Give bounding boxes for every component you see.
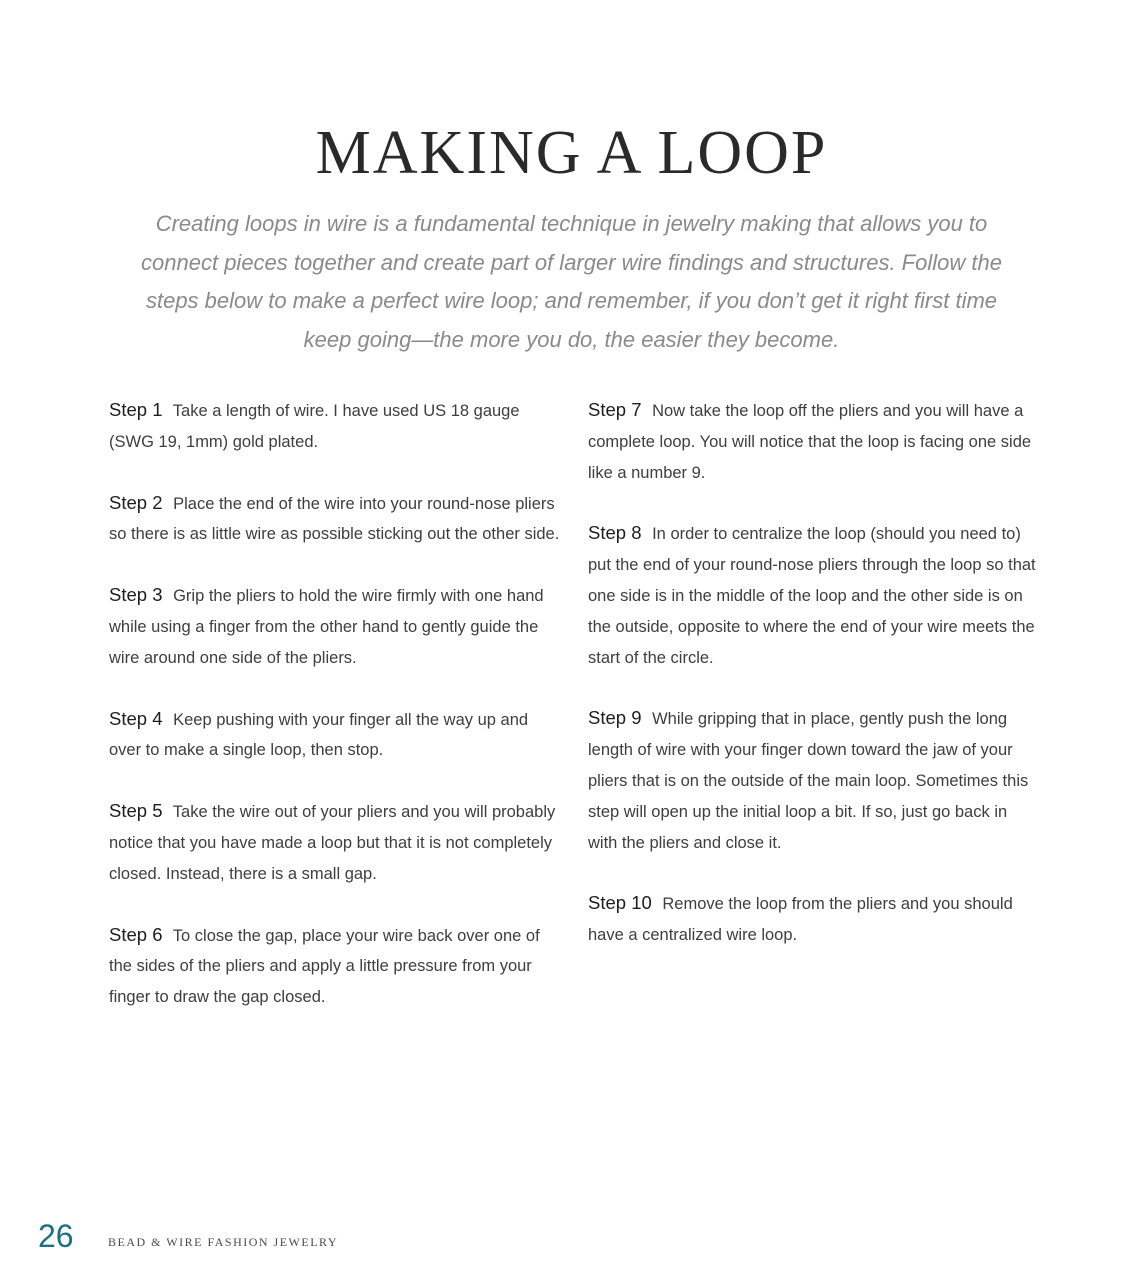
step-10 <box>588 888 1040 951</box>
step-label: Step 6 <box>109 923 163 945</box>
step-label: Step 2 <box>109 491 163 513</box>
step-label: Step 1 <box>109 399 163 420</box>
steps-column-right <box>588 395 1040 981</box>
step-text: Grip the pliers to hold the wire firmly with one hand while using a finger from the other hand to gently guide the wire around one side of the pliers. <box>109 587 544 667</box>
step-6 <box>109 920 561 1013</box>
step-label: Step 5 <box>109 800 163 822</box>
step-9 <box>588 703 1040 858</box>
step-label: Step 3 <box>109 584 163 606</box>
step-text: Take the wire out of your pliers and you will probably notice that you have made a loop but that it is not completely closed. Instead, there is a small gap. <box>109 803 556 883</box>
step-4 <box>109 704 561 767</box>
step-3 <box>109 580 561 673</box>
step-5 <box>109 796 561 889</box>
step-text: In order to centralize the loop (should you need to) put the end of your round-nose pliers through the loop so that one side is in the middle of the loop and the other side is on the outside, opposite to where the end of your wire meets the start of the circle. <box>588 525 1036 667</box>
step-text: Place the end of the wire into your round-nose pliers so there is as little wire as possible sticking out the other side. <box>109 494 560 544</box>
step-text: To close the gap, place your wire back over one of the sides of the pliers and apply a little pressure from your finger to draw the gap closed. <box>109 926 540 1007</box>
step-text: Now take the loop off the pliers and you will have a complete loop. You will notice that the loop is facing one side like a number 9. <box>588 402 1032 482</box>
step-8 <box>588 518 1040 673</box>
step-7 <box>588 395 1040 488</box>
step-text: Keep pushing with your finger all the way up and over to make a single loop, then stop. <box>109 710 529 760</box>
step-label: Step 7 <box>588 399 642 420</box>
step-label: Step 9 <box>588 707 642 729</box>
page-title: MAKING A LOOP <box>315 119 828 187</box>
steps-column-left <box>109 395 561 1043</box>
step-text: Take a length of wire. I have used US 18 gauge (SWG 19, 1mm) gold plated. <box>109 402 520 451</box>
page-number: 26 <box>38 1218 74 1254</box>
running-footer-book-title: BEAD & WIRE FASHION JEWELRY <box>108 1235 339 1249</box>
step-label: Step 10 <box>588 892 652 914</box>
step-text: While gripping that in place, gently push the long length of wire with your finger down toward the jaw of your pliers that is on the outside of the main loop. Sometimes this step will open up the initial loop a bit. If so, just go back in with the pliers and close it. <box>588 710 1029 852</box>
step-2 <box>109 488 561 551</box>
step-label: Step 8 <box>588 522 642 544</box>
intro-paragraph: Creating loops in wire is a fundamental technique in jewelry making that allows you to connect pieces together and create part of larger wire findings and structures. Follow the steps below to make a perfect wire loop; and remember, if you don’t get it right first time keep going—the more you do, the easier they become. <box>141 211 1002 352</box>
step-text: Remove the loop from the pliers and you should have a centralized wire loop. <box>588 895 1013 945</box>
step-label: Step 4 <box>109 707 163 729</box>
step-1 <box>109 395 561 458</box>
